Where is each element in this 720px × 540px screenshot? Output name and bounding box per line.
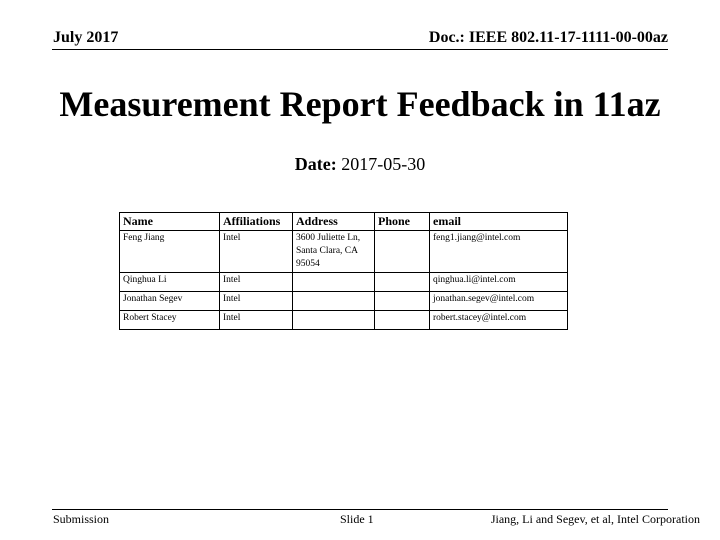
cell-phone [375, 273, 430, 292]
cell-address [293, 292, 375, 311]
footer-submission: Submission [53, 512, 110, 526]
table-row [120, 231, 568, 273]
header-doc-id: Doc.: IEEE 802.11-17-1111-00-00az [428, 29, 668, 46]
column-header-email: email [430, 213, 568, 231]
date-label: Date: [294, 154, 337, 174]
date-line [0, 152, 720, 176]
table-header-row [120, 213, 568, 231]
slide-title: Measurement Report Feedback in 11az [59, 84, 661, 124]
cell-affiliation: Intel [220, 292, 293, 311]
footer-slide-number: Slide 1 [340, 512, 374, 526]
column-header-address: Address [293, 213, 375, 231]
cell-name: Qinghua Li [120, 273, 220, 292]
header-divider [52, 49, 668, 50]
table-row [120, 273, 568, 292]
cell-address [293, 273, 375, 292]
table-row [120, 292, 568, 311]
table-row [120, 311, 568, 330]
cell-phone [375, 292, 430, 311]
cell-affiliation: Intel [220, 231, 293, 273]
cell-email: jonathan.segev@intel.com [430, 292, 568, 311]
cell-address: 3600 Juliette Ln, Santa Clara, CA 95054 [293, 231, 375, 273]
cell-name: Robert Stacey [120, 311, 220, 330]
footer-authors: Jiang, Li and Segev, et al, Intel Corporation [490, 512, 700, 526]
cell-email: feng1.jiang@intel.com [430, 231, 568, 273]
cell-affiliation: Intel [220, 311, 293, 330]
cell-name: Feng Jiang [120, 231, 220, 273]
footer-divider [52, 509, 668, 510]
authors-table [119, 212, 568, 330]
column-header-affiliations: Affiliations [220, 213, 293, 231]
cell-phone [375, 231, 430, 273]
cell-name: Jonathan Segev [120, 292, 220, 311]
column-header-phone: Phone [375, 213, 430, 231]
header-date: July 2017 [53, 29, 119, 46]
cell-phone [375, 311, 430, 330]
date-value: 2017-05-30 [341, 154, 426, 174]
cell-email: qinghua.li@intel.com [430, 273, 568, 292]
cell-address [293, 311, 375, 330]
cell-email: robert.stacey@intel.com [430, 311, 568, 330]
column-header-name: Name [120, 213, 220, 231]
cell-affiliation: Intel [220, 273, 293, 292]
